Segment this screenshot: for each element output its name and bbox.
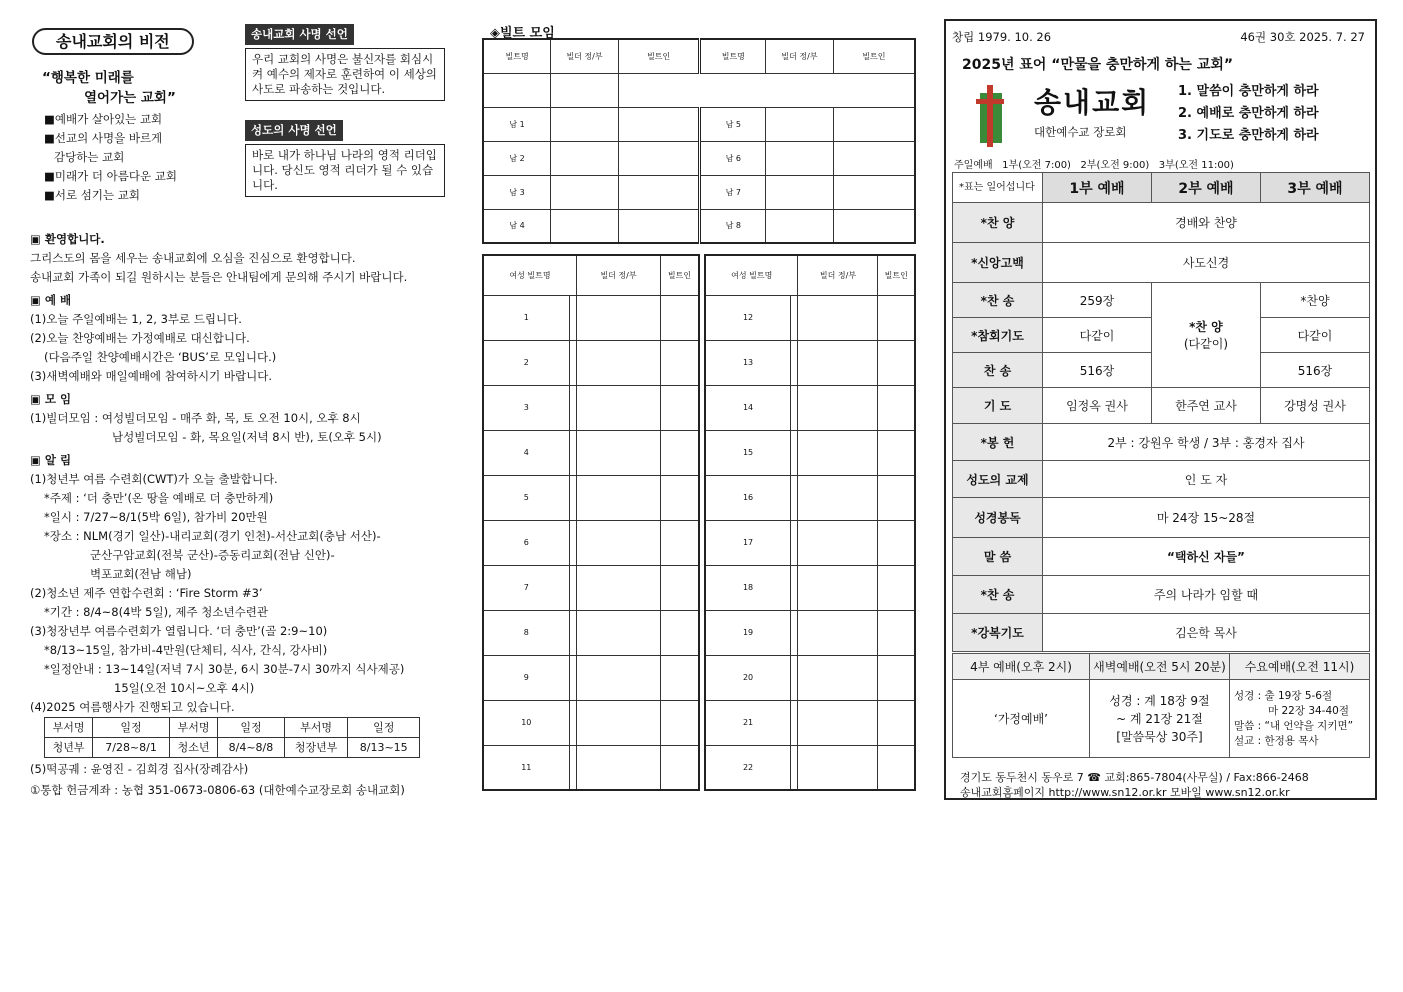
goals-list: [1178, 81, 1319, 147]
table-cell: 13: [705, 340, 791, 385]
row-label: *강복기도: [953, 614, 1043, 652]
order-of-worship-table: [952, 172, 1370, 652]
table-cell: [569, 610, 576, 655]
table-row: [953, 461, 1370, 498]
table-cell: [791, 520, 798, 565]
built-women-table-left: [482, 254, 700, 791]
table-row: [483, 340, 699, 385]
table-row: [705, 340, 915, 385]
table-cell: [577, 610, 661, 655]
mission-box: [245, 24, 445, 101]
row-value: 259장: [1043, 283, 1152, 318]
saint-text: 바로 내가 하나님 나라의 영적 리더입니다. 당신도 영적 리더가 될 수 있습니다.: [245, 144, 445, 197]
table-row: [483, 745, 699, 790]
table-header: 일정: [93, 718, 170, 738]
church-homepage[interactable]: 송내교회홈페이지 http://www.sn12.or.kr 모바일 www.sn12.or.kr: [960, 786, 1290, 799]
welcome-heading: ▣ 환영합니다.: [30, 232, 105, 246]
table-cell: [791, 430, 798, 475]
table-cell: [798, 385, 878, 430]
saint-title: 성도의 사명 선언: [245, 120, 343, 141]
notice-line: (5)떡공궤 : 윤영진 - 김희경 집사(장례감사): [30, 762, 249, 776]
account-info: ①통합 헌금계좌 : 농협 351-0673-0806-63 (대한예수교장로회 송내교회): [30, 783, 405, 797]
table-row: [705, 430, 915, 475]
table-cell: [798, 565, 878, 610]
table-cell: [483, 73, 551, 107]
vision-slogan-line2: 열어가는 교회”: [84, 90, 176, 106]
service-times: 주일예배 1부(오전 7:00) 2부(오전 9:00) 3부(오전 11:00): [954, 160, 1234, 171]
notice-line: (2)청소년 제주 연합수련회 : ‘Fire Storm #3’: [30, 586, 263, 600]
table-cell: 8/4~8/8: [218, 738, 285, 758]
church-logo-icon: [972, 85, 1008, 151]
table-cell: [577, 385, 661, 430]
table-cell: [791, 340, 798, 385]
table-row: [953, 388, 1370, 424]
table-header: 여성 빌트명: [483, 255, 577, 295]
table-cell: [577, 475, 661, 520]
table-cell: [661, 385, 699, 430]
table-cell: [791, 745, 798, 790]
service-detail: ‘가정예배’: [953, 680, 1090, 758]
table-cell: [569, 745, 576, 790]
table-row: [705, 565, 915, 610]
table-row: [705, 655, 915, 700]
table-row: [953, 614, 1370, 652]
table-cell: [661, 655, 699, 700]
notice-line: *장소 : NLM(경기 일산)-내리교회(경기 인천)-서산교회(충남 서산)-: [44, 529, 381, 543]
table-row: [705, 475, 915, 520]
table-cell: [791, 700, 798, 745]
row-value: 한주연 교사: [1151, 388, 1260, 424]
table-cell: [791, 385, 798, 430]
row-label: *봉 헌: [953, 424, 1043, 461]
table-cell: [798, 475, 878, 520]
row-label: 말 씀: [953, 538, 1043, 576]
worship-line: (2)오늘 찬양예배는 가정예배로 대신합니다.: [30, 331, 250, 345]
table-cell: 청소년: [170, 738, 218, 758]
table-header: 빌트인: [661, 255, 699, 295]
table-cell: [798, 295, 878, 340]
table-row: [953, 680, 1370, 758]
row-value: *찬 양 (다같이): [1151, 283, 1260, 388]
table-cell: [618, 209, 700, 243]
notice-line: *8/13~15일, 참가비-4만원(단체티, 식사, 간식, 강사비): [44, 643, 328, 657]
table-cell: 21: [705, 700, 791, 745]
table-cell: 남 5: [700, 107, 766, 141]
table-row: [483, 520, 699, 565]
built-title: ◈빌트 모임: [490, 26, 555, 41]
table-cell: 22: [705, 745, 791, 790]
table-cell: [569, 655, 576, 700]
table-cell: 15: [705, 430, 791, 475]
table-cell: [551, 175, 619, 209]
table-cell: 남 4: [483, 209, 551, 243]
vision-slogan: [42, 68, 176, 108]
table-cell: [766, 209, 834, 243]
table-cell: [878, 700, 915, 745]
table-cell: 11: [483, 745, 569, 790]
table-cell: [661, 475, 699, 520]
row-value: 사도신경: [1043, 243, 1370, 283]
row-label: *참회기도: [953, 318, 1043, 353]
goal-item: 3. 기도로 충만하게 하라: [1178, 128, 1319, 143]
table-cell: 남 7: [700, 175, 766, 209]
service-detail: 성경 : 출 19장 5-6절 마 22장 34-40절 말씀 : “내 언약을 지키면” 설교 : 한정용 목사: [1230, 680, 1370, 758]
table-cell: [791, 655, 798, 700]
row-label: *찬 양: [953, 203, 1043, 243]
notice-line: 벽포교회(전남 해남): [90, 567, 192, 581]
table-cell: 청년부: [45, 738, 93, 758]
table-cell: [661, 430, 699, 475]
column-heading: 4부 예배(오후 2시): [953, 654, 1090, 680]
table-cell: [577, 655, 661, 700]
table-cell: [791, 295, 798, 340]
table-row: [953, 576, 1370, 614]
table-header: 빌트명: [483, 39, 551, 73]
left-panel: [30, 27, 445, 797]
column-heading: 2부 예배: [1151, 173, 1260, 203]
row-label: *신앙고백: [953, 243, 1043, 283]
table-cell: [618, 141, 700, 175]
table-cell: [618, 73, 915, 107]
worship-heading: ▣ 예 배: [30, 293, 72, 307]
table-cell: [569, 385, 576, 430]
row-label: 성경봉독: [953, 498, 1043, 538]
table-cell: [878, 295, 915, 340]
table-cell: [798, 520, 878, 565]
table-cell: 청장년부: [284, 738, 348, 758]
row-value: 다같이: [1043, 318, 1152, 353]
table-cell: [569, 295, 576, 340]
meeting-line: (1)빌더모임 : 여성빌더모임 - 매주 화, 목, 토 오전 10시, 오후 8시: [30, 411, 361, 425]
vision-item: ■예배가 살아있는 교회: [44, 112, 163, 126]
table-cell: [878, 565, 915, 610]
table-cell: [577, 745, 661, 790]
table-cell: [577, 700, 661, 745]
row-value: 다같이: [1260, 318, 1369, 353]
table-cell: [569, 565, 576, 610]
goal-item: 1. 말씀이 충만하게 하라: [1178, 84, 1319, 99]
table-cell: [833, 175, 915, 209]
goal-item: 2. 예배로 충만하게 하라: [1178, 106, 1319, 121]
notice-line: *일시 : 7/27~8/1(5박 6일), 참가비 20만원: [44, 510, 268, 524]
table-cell: [577, 430, 661, 475]
table-cell: [661, 700, 699, 745]
table-header: 빌트명: [700, 39, 766, 73]
table-row: [483, 255, 699, 295]
column-heading: 수요예배(오전 11시): [1230, 654, 1370, 680]
table-cell: 18: [705, 565, 791, 610]
vision-item: ■미래가 더 아름다운 교회: [44, 169, 177, 183]
table-header: 부서명: [284, 718, 348, 738]
table-cell: [798, 430, 878, 475]
table-row: [705, 255, 915, 295]
table-cell: [661, 610, 699, 655]
table-cell: [798, 745, 878, 790]
table-header: 일정: [348, 718, 420, 738]
table-cell: [551, 107, 619, 141]
table-cell: [798, 655, 878, 700]
table-cell: 남 6: [700, 141, 766, 175]
table-row: [705, 295, 915, 340]
table-cell: [766, 107, 834, 141]
mission-text: 우리 교회의 사명은 불신자를 회심시켜 예수의 제자로 훈련하여 이 세상의 사도로 파송하는 것입니다.: [245, 48, 445, 101]
table-cell: 8: [483, 610, 569, 655]
table-cell: 10: [483, 700, 569, 745]
row-value: *찬양: [1260, 283, 1369, 318]
table-row: [705, 385, 915, 430]
table-cell: [661, 565, 699, 610]
table-row: [483, 295, 699, 340]
row-value: 주의 나라가 임할 때: [1043, 576, 1370, 614]
row-value: 임정옥 권사: [1043, 388, 1152, 424]
notice-line: (3)청장년부 여름수련회가 열립니다. ‘더 충만’(골 2:9~10): [30, 624, 328, 638]
notice-line: *기간 : 8/4~8(4박 5일), 제주 청소년수련관: [44, 605, 268, 619]
summer-schedule-table: [44, 717, 420, 758]
table-cell: [577, 520, 661, 565]
table-cell: 4: [483, 430, 569, 475]
table-row: [483, 141, 915, 175]
issue-info: 46권 30호 2025. 7. 27: [1240, 30, 1365, 44]
church-address: 경기도 동두천시 동우로 7 ☎ 교회:865-7804(사무실) / Fax:866-2468: [960, 771, 1309, 784]
table-cell: [791, 565, 798, 610]
table-header: 빌더 정/부: [577, 255, 661, 295]
table-cell: [569, 340, 576, 385]
table-row: [483, 700, 699, 745]
table-cell: [878, 745, 915, 790]
row-value: 516장: [1043, 353, 1152, 388]
table-header: 여성 빌트명: [705, 255, 798, 295]
vision-slogan-line1: “행복한 미래를: [42, 70, 134, 86]
notice-heading: ▣ 알 림: [30, 453, 72, 467]
announcements: [30, 226, 450, 800]
meeting-heading: ▣ 모 임: [30, 392, 72, 406]
table-cell: 7/28~8/1: [93, 738, 170, 758]
notice-line: (1)청년부 여름 수련회(CWT)가 오늘 출발합니다.: [30, 472, 278, 486]
table-header: 부서명: [170, 718, 218, 738]
table-cell: [661, 520, 699, 565]
table-cell: 7: [483, 565, 569, 610]
table-row: [705, 745, 915, 790]
table-row: [483, 475, 699, 520]
table-header: 빌더 정/부: [798, 255, 878, 295]
table-cell: 14: [705, 385, 791, 430]
table-row: [45, 738, 420, 758]
table-cell: 9: [483, 655, 569, 700]
table-row: [483, 610, 699, 655]
service-detail: 성경 : 계 18장 9절 ~ 계 21장 21절 [말씀묵상 30주]: [1090, 680, 1230, 758]
table-row: [483, 655, 699, 700]
welcome-line: 송내교회 가족이 되길 원하시는 분들은 안내팀에게 문의해 주시기 바랍니다.: [30, 270, 408, 284]
vision-item: ■선교의 사명을 바르게: [44, 131, 163, 145]
built-women-table-right: [704, 254, 916, 791]
table-cell: [878, 520, 915, 565]
table-row: [953, 243, 1370, 283]
motto: 2025년 표어 “만물을 충만하게 하는 교회”: [962, 57, 1234, 73]
table-header: 빌트인: [833, 39, 915, 73]
table-cell: 남 3: [483, 175, 551, 209]
row-label: 성도의 교제: [953, 461, 1043, 498]
vision-list: [44, 110, 177, 205]
table-cell: [833, 209, 915, 243]
table-cell: [878, 385, 915, 430]
row-label: 기 도: [953, 388, 1043, 424]
sermon-title: “택하신 자들”: [1043, 538, 1370, 576]
column-heading: 1부 예배: [1043, 173, 1152, 203]
table-cell: [569, 520, 576, 565]
table-row: [953, 498, 1370, 538]
table-cell: 6: [483, 520, 569, 565]
row-value: 인 도 자: [1043, 461, 1370, 498]
row-value: 2부 : 강원우 학생 / 3부 : 홍경자 집사: [1043, 424, 1370, 461]
row-label: 찬 송: [953, 353, 1043, 388]
table-cell: [661, 340, 699, 385]
stand-note: *표는 일어섭니다: [953, 173, 1043, 203]
table-cell: [798, 700, 878, 745]
table-cell: [798, 610, 878, 655]
table-cell: [661, 745, 699, 790]
vision-title: 송내교회의 비전: [32, 28, 194, 55]
table-row: [705, 700, 915, 745]
table-cell: [878, 430, 915, 475]
table-row: [483, 175, 915, 209]
welcome-line: 그리스도의 몸을 세우는 송내교회에 오심을 진심으로 환영합니다.: [30, 251, 356, 265]
other-services-table: [952, 653, 1370, 758]
table-row: [953, 654, 1370, 680]
table-header: 빌더 정/부: [766, 39, 834, 73]
table-cell: [569, 430, 576, 475]
table-row: [953, 203, 1370, 243]
table-cell: 남 8: [700, 209, 766, 243]
table-cell: [878, 610, 915, 655]
table-cell: [661, 295, 699, 340]
table-cell: [618, 107, 700, 141]
table-cell: 남 2: [483, 141, 551, 175]
table-cell: [569, 475, 576, 520]
table-cell: 8/13~15: [348, 738, 420, 758]
table-row: [953, 424, 1370, 461]
row-value: 마 24장 15~28절: [1043, 498, 1370, 538]
table-row: [705, 610, 915, 655]
notice-line: 군산구암교회(전북 군산)-증동리교회(전남 신안)-: [90, 548, 335, 562]
table-cell: [833, 107, 915, 141]
table-cell: [798, 340, 878, 385]
table-cell: 12: [705, 295, 791, 340]
table-header: 부서명: [45, 718, 93, 738]
table-cell: 16: [705, 475, 791, 520]
vision-item: ■서로 섬기는 교회: [44, 188, 140, 202]
table-header: 빌더 정/부: [551, 39, 619, 73]
table-row: [953, 538, 1370, 576]
table-row: [953, 173, 1370, 203]
table-cell: [551, 73, 619, 107]
row-label: *찬 송: [953, 283, 1043, 318]
table-cell: [766, 175, 834, 209]
table-cell: [577, 295, 661, 340]
church-name: 송내교회: [1034, 86, 1151, 119]
table-header: 빌트인: [878, 255, 915, 295]
notice-line: *일정안내 : 13~14일(저녁 7시 30분, 6시 30분-7시 30까지 식사제공): [44, 662, 405, 676]
founded-date: 창립 1979. 10. 26: [952, 30, 1052, 44]
table-row: [483, 385, 699, 430]
mission-title: 송내교회 사명 선언: [245, 24, 354, 45]
saint-box: [245, 120, 445, 197]
denomination: 대한예수교 장로회: [1034, 125, 1127, 139]
row-value: 김은학 목사: [1043, 614, 1370, 652]
row-value: 강명성 권사: [1260, 388, 1369, 424]
table-row: [483, 73, 915, 107]
table-cell: 남 1: [483, 107, 551, 141]
notice-line: 15일(오전 10시~오후 4시): [114, 681, 255, 695]
bulletin-cover: [944, 19, 1377, 800]
column-heading: 3부 예배: [1260, 173, 1369, 203]
table-row: [483, 107, 915, 141]
table-header: 일정: [218, 718, 285, 738]
row-label: *찬 송: [953, 576, 1043, 614]
row-value: 516장: [1260, 353, 1369, 388]
table-row: [483, 430, 699, 475]
table-row: [45, 718, 420, 738]
meeting-line: 남성빌더모임 - 화, 목요일(저녁 8시 반), 토(오후 5시): [112, 430, 382, 444]
worship-line: (다음주일 찬양예배시간은 ‘BUS’로 모입니다.): [44, 350, 277, 364]
worship-line: (1)오늘 주일예배는 1, 2, 3부로 드립니다.: [30, 312, 242, 326]
table-header: 빌트인: [618, 39, 700, 73]
vision-item: 감당하는 교회: [54, 150, 125, 164]
table-cell: 19: [705, 610, 791, 655]
table-cell: [878, 655, 915, 700]
built-men-table: [482, 38, 916, 244]
table-row: [483, 209, 915, 243]
table-cell: [569, 700, 576, 745]
table-row: [953, 283, 1370, 318]
table-cell: [766, 141, 834, 175]
table-cell: 1: [483, 295, 569, 340]
table-cell: 17: [705, 520, 791, 565]
table-cell: 5: [483, 475, 569, 520]
table-row: [483, 39, 915, 73]
notice-line: (4)2025 여름행사가 진행되고 있습니다.: [30, 700, 235, 714]
worship-line: (3)새벽예배와 매일예배에 참여하시기 바랍니다.: [30, 369, 272, 383]
table-cell: [833, 141, 915, 175]
built-meetings-panel: [482, 22, 918, 772]
table-cell: [878, 475, 915, 520]
table-row: [483, 565, 699, 610]
table-cell: [577, 565, 661, 610]
table-cell: [791, 610, 798, 655]
table-cell: [577, 340, 661, 385]
table-cell: [551, 141, 619, 175]
notice-line: *주제 : ‘더 충만’(온 땅을 예배로 더 충만하게): [44, 491, 274, 505]
table-cell: [791, 475, 798, 520]
table-cell: 3: [483, 385, 569, 430]
table-cell: 20: [705, 655, 791, 700]
column-heading: 새벽예배(오전 5시 20분): [1090, 654, 1230, 680]
table-cell: [551, 209, 619, 243]
row-value: 경배와 찬양: [1043, 203, 1370, 243]
table-row: [705, 520, 915, 565]
table-cell: [878, 340, 915, 385]
table-cell: 2: [483, 340, 569, 385]
table-cell: [618, 175, 700, 209]
